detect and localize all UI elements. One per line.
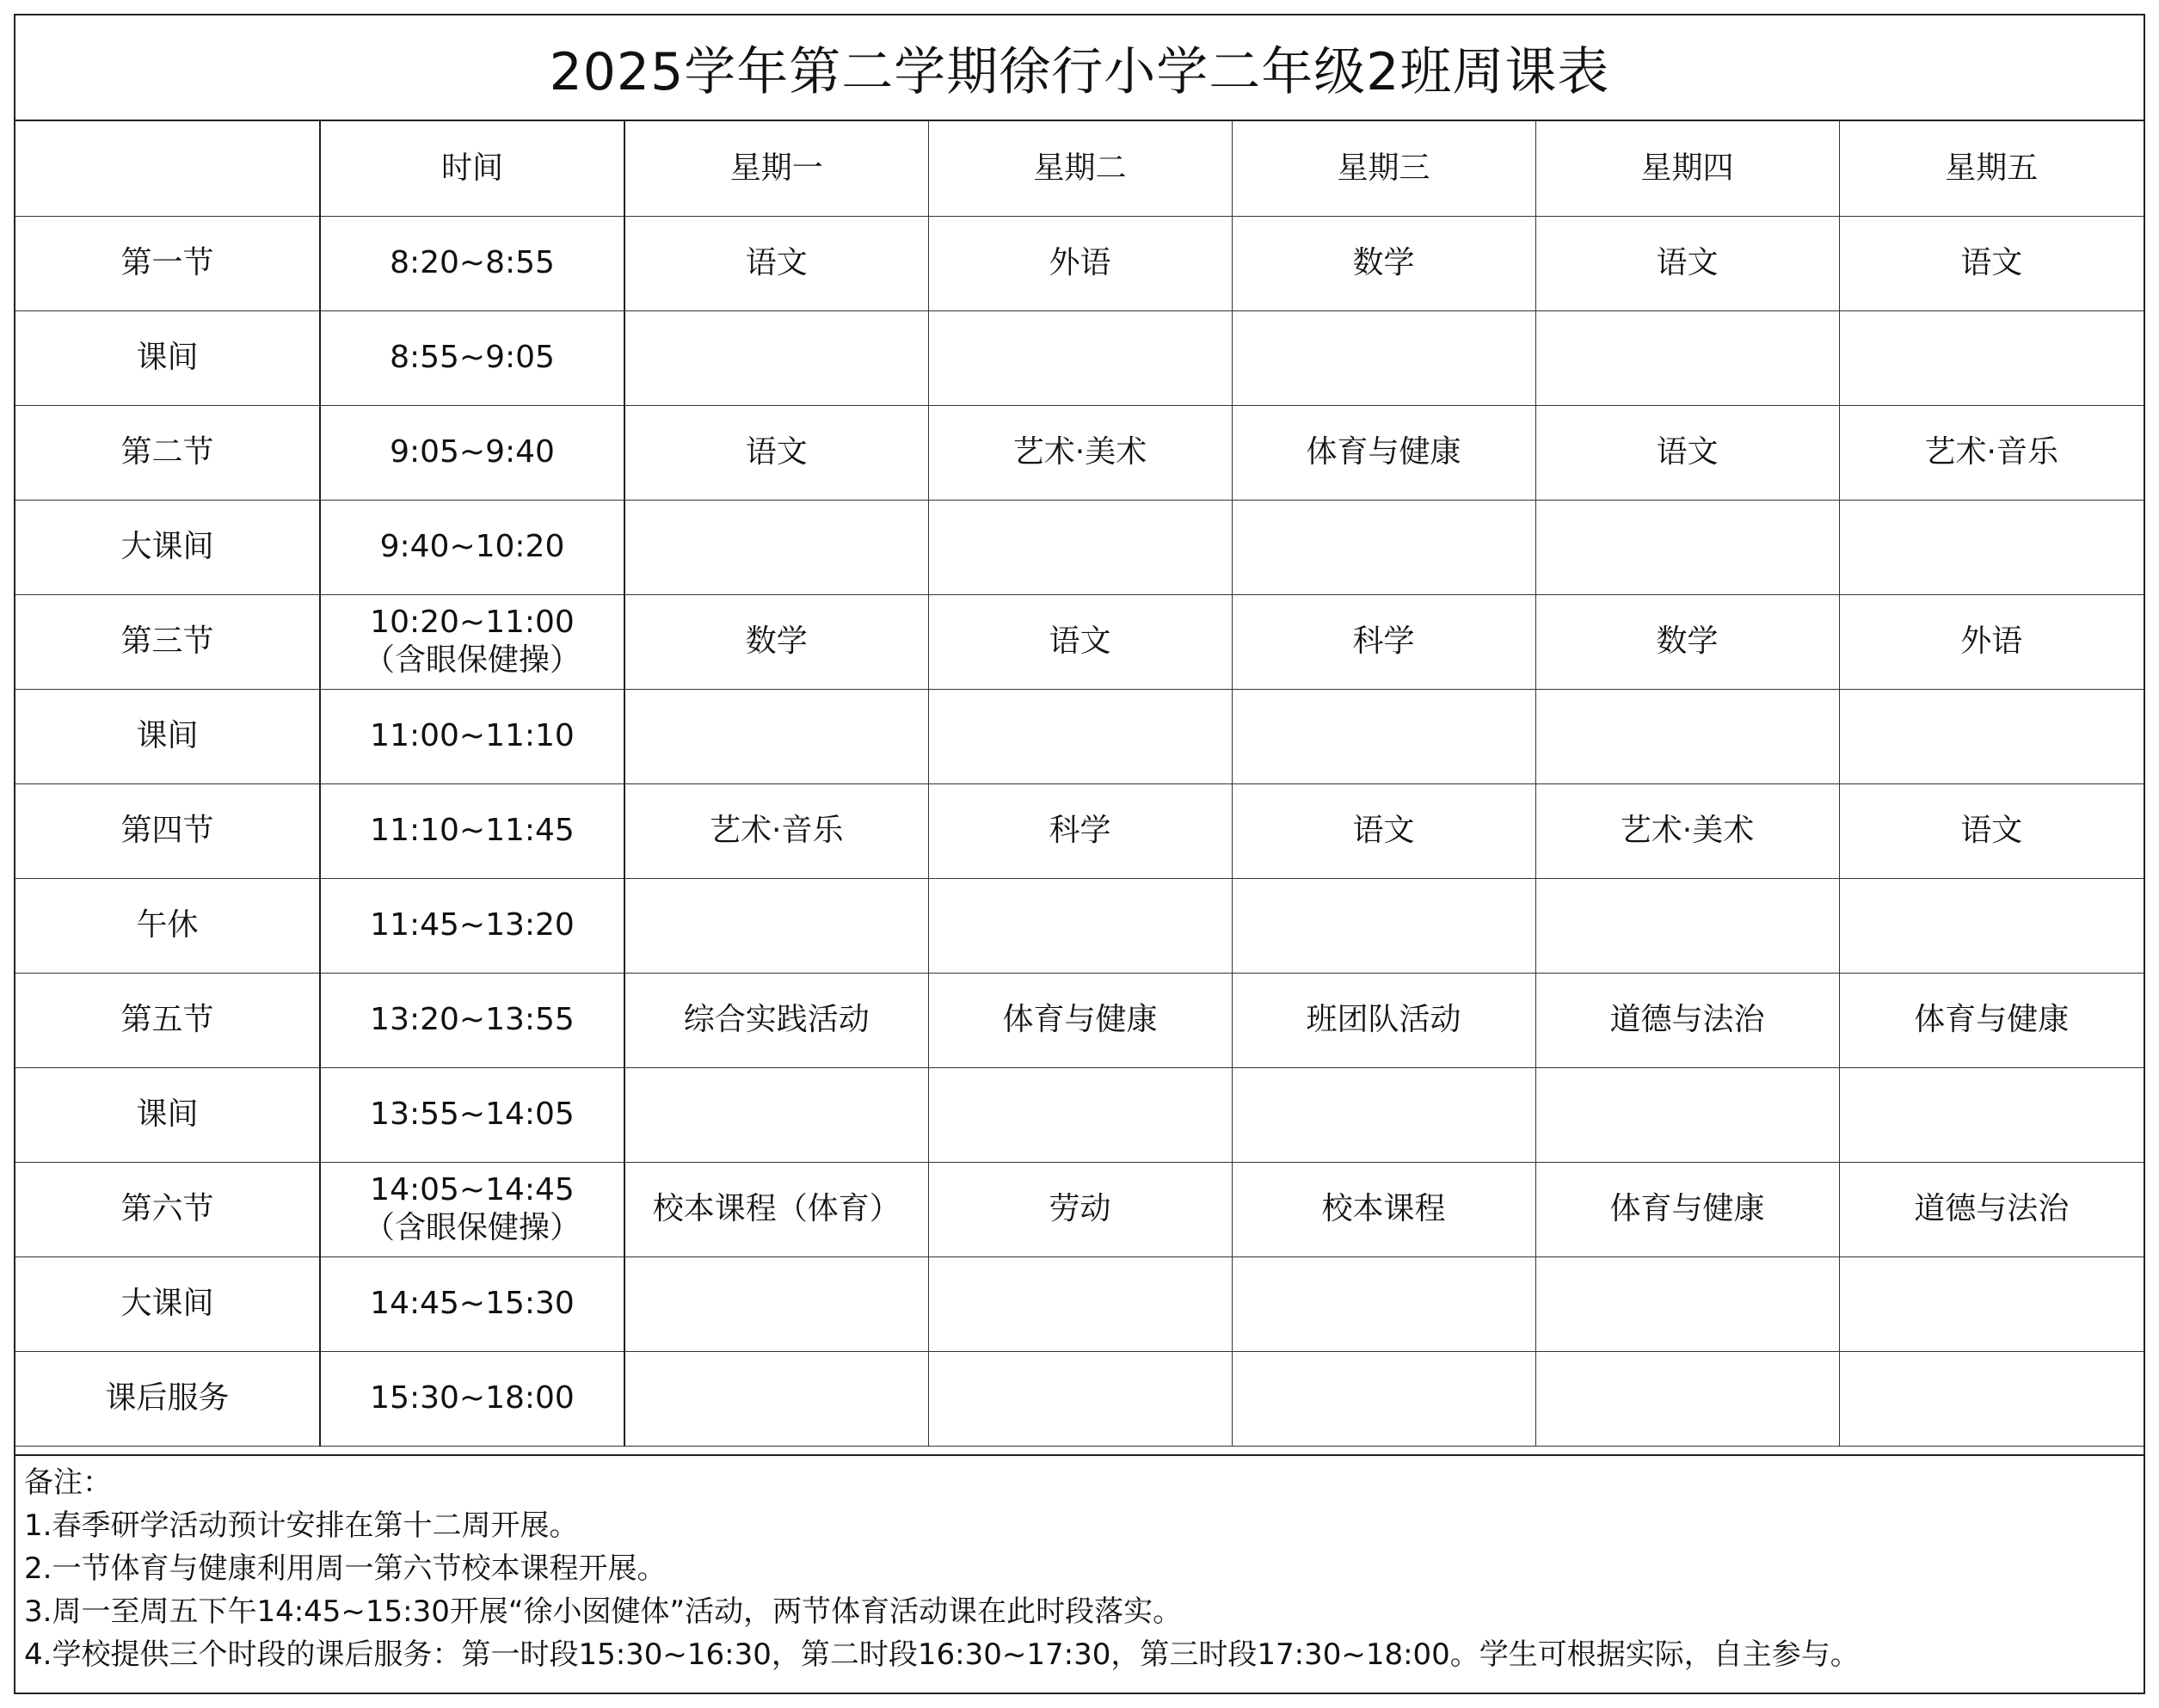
period-label-cell: 第六节 — [15, 1162, 320, 1256]
period-label-cell: 大课间 — [15, 1256, 320, 1351]
subject-cell-wednesday: 体育与健康 — [1232, 405, 1535, 500]
schedule-row — [15, 216, 2144, 310]
header-day-wednesday: 星期三 — [1232, 121, 1535, 216]
period-label-cell: 第二节 — [15, 405, 320, 500]
schedule-row — [15, 878, 2144, 973]
timetable-sheet — [14, 14, 2145, 1694]
subject-cell-wednesday: 科学 — [1232, 594, 1535, 689]
period-time-cell — [320, 1067, 624, 1162]
subject-cell-friday — [1839, 1256, 2144, 1351]
subject-cell-tuesday: 体育与健康 — [928, 973, 1232, 1067]
note-item: 2.一节体育与健康利用周一第六节校本课程开展。 — [24, 1551, 667, 1586]
subject-cell-thursday — [1535, 500, 1839, 594]
subject-cell-tuesday — [928, 310, 1232, 405]
subject-cell-monday — [624, 310, 928, 405]
period-label-cell: 大课间 — [15, 500, 320, 594]
period-label-cell: 第一节 — [15, 216, 320, 310]
timetable-grid — [15, 121, 2144, 1447]
subject-cell-wednesday — [1232, 689, 1535, 783]
schedule-row — [15, 500, 2144, 594]
schedule-row — [15, 310, 2144, 405]
subject-cell-monday: 数学 — [624, 594, 928, 689]
period-time-note: （含眼保健操） — [363, 1210, 581, 1245]
subject-cell-friday: 外语 — [1839, 594, 2144, 689]
subject-cell-thursday: 语文 — [1535, 216, 1839, 310]
subject-cell-wednesday — [1232, 1351, 1535, 1446]
subject-cell-wednesday — [1232, 1067, 1535, 1162]
period-time-text: 11:45~13:20 — [370, 907, 575, 943]
subject-cell-friday: 道德与法治 — [1839, 1162, 2144, 1256]
subject-cell-tuesday: 语文 — [928, 594, 1232, 689]
subject-cell-tuesday: 外语 — [928, 216, 1232, 310]
subject-cell-monday: 校本课程（体育） — [624, 1162, 928, 1256]
note-item: 3.周一至周五下午14:45~15:30开展“徐小囡健体”活动，两节体育活动课在此时段落实。 — [24, 1594, 1183, 1629]
subject-cell-monday — [624, 878, 928, 973]
schedule-row — [15, 783, 2144, 878]
header-corner-cell — [15, 121, 320, 216]
header-row — [15, 121, 2144, 216]
period-time-cell — [320, 500, 624, 594]
schedule-row — [15, 1256, 2144, 1351]
subject-cell-tuesday — [928, 1351, 1232, 1446]
header-day-thursday: 星期四 — [1535, 121, 1839, 216]
subject-cell-tuesday — [928, 878, 1232, 973]
period-time-text: 8:20~8:55 — [390, 245, 555, 280]
period-label-cell: 课间 — [15, 310, 320, 405]
period-label-cell: 课间 — [15, 689, 320, 783]
subject-cell-tuesday — [928, 500, 1232, 594]
schedule-row — [15, 594, 2144, 689]
subject-cell-friday — [1839, 1351, 2144, 1446]
subject-cell-monday: 语文 — [624, 216, 928, 310]
header-day-tuesday: 星期二 — [928, 121, 1232, 216]
subject-cell-thursday: 艺术·美术 — [1535, 783, 1839, 878]
subject-cell-tuesday — [928, 1256, 1232, 1351]
subject-cell-wednesday — [1232, 878, 1535, 973]
period-time-text: 13:20~13:55 — [370, 1002, 575, 1037]
period-time-text: 10:20~11:00 — [370, 605, 575, 640]
subject-cell-wednesday — [1232, 1256, 1535, 1351]
note-item: 4.学校提供三个时段的课后服务：第一时段15:30~16:30，第二时段16:30~17:30，第三时段17:30~18:00。学生可根据实际，自主参与。 — [24, 1637, 1860, 1672]
subject-cell-friday — [1839, 878, 2144, 973]
timetable-title: 2025学年第二学期徐行小学二年级2班周课表 — [15, 15, 2144, 121]
period-time-cell — [320, 783, 624, 878]
subject-cell-tuesday — [928, 689, 1232, 783]
schedule-row — [15, 1351, 2144, 1446]
subject-cell-friday — [1839, 1067, 2144, 1162]
period-time-cell — [320, 405, 624, 500]
period-label-cell: 第五节 — [15, 973, 320, 1067]
header-time-cell: 时间 — [320, 121, 624, 216]
subject-cell-tuesday: 艺术·美术 — [928, 405, 1232, 500]
schedule-row — [15, 689, 2144, 783]
subject-cell-monday — [624, 1067, 928, 1162]
subject-cell-monday: 语文 — [624, 405, 928, 500]
subject-cell-monday: 艺术·音乐 — [624, 783, 928, 878]
subject-cell-thursday — [1535, 1351, 1839, 1446]
period-time-cell — [320, 973, 624, 1067]
period-time-cell — [320, 310, 624, 405]
subject-cell-thursday: 体育与健康 — [1535, 1162, 1839, 1256]
period-time-text: 15:30~18:00 — [370, 1380, 575, 1416]
subject-cell-thursday: 数学 — [1535, 594, 1839, 689]
period-time-text: 8:55~9:05 — [390, 340, 555, 375]
period-time-text: 14:45~15:30 — [370, 1286, 575, 1321]
subject-cell-monday — [624, 689, 928, 783]
subject-cell-thursday — [1535, 310, 1839, 405]
note-item: 1.春季研学活动预计安排在第十二周开展。 — [24, 1508, 579, 1543]
period-time-cell — [320, 1162, 624, 1256]
subject-cell-thursday: 语文 — [1535, 405, 1839, 500]
header-day-friday: 星期五 — [1839, 121, 2144, 216]
period-label-cell: 课后服务 — [15, 1351, 320, 1446]
subject-cell-monday — [624, 1256, 928, 1351]
subject-cell-friday: 语文 — [1839, 783, 2144, 878]
subject-cell-friday — [1839, 500, 2144, 594]
subject-cell-wednesday: 数学 — [1232, 216, 1535, 310]
subject-cell-friday — [1839, 689, 2144, 783]
subject-cell-tuesday — [928, 1067, 1232, 1162]
period-time-cell — [320, 594, 624, 689]
subject-cell-monday — [624, 1351, 928, 1446]
period-time-cell — [320, 878, 624, 973]
notes-section — [15, 1454, 2144, 1676]
period-time-cell — [320, 1351, 624, 1446]
subject-cell-monday — [624, 500, 928, 594]
subject-cell-wednesday — [1232, 500, 1535, 594]
period-time-text: 9:40~10:20 — [379, 529, 565, 564]
subject-cell-thursday — [1535, 1256, 1839, 1351]
subject-cell-thursday — [1535, 1067, 1839, 1162]
subject-cell-wednesday: 语文 — [1232, 783, 1535, 878]
period-label-cell: 课间 — [15, 1067, 320, 1162]
subject-cell-wednesday — [1232, 310, 1535, 405]
header-day-monday: 星期一 — [624, 121, 928, 216]
period-time-cell — [320, 689, 624, 783]
period-label-cell: 午休 — [15, 878, 320, 973]
notes-heading: 备注： — [24, 1465, 112, 1500]
subject-cell-tuesday: 科学 — [928, 783, 1232, 878]
subject-cell-friday: 体育与健康 — [1839, 973, 2144, 1067]
period-time-cell — [320, 1256, 624, 1351]
period-time-cell — [320, 216, 624, 310]
period-label-cell: 第四节 — [15, 783, 320, 878]
schedule-row — [15, 973, 2144, 1067]
period-time-text: 11:10~11:45 — [370, 813, 575, 848]
subject-cell-wednesday: 班团队活动 — [1232, 973, 1535, 1067]
period-time-note: （含眼保健操） — [363, 642, 581, 678]
subject-cell-friday: 艺术·音乐 — [1839, 405, 2144, 500]
subject-cell-monday: 综合实践活动 — [624, 973, 928, 1067]
period-time-text: 13:55~14:05 — [370, 1097, 575, 1132]
period-time-text: 14:05~14:45 — [370, 1172, 575, 1207]
period-label-cell: 第三节 — [15, 594, 320, 689]
subject-cell-thursday: 道德与法治 — [1535, 973, 1839, 1067]
subject-cell-thursday — [1535, 878, 1839, 973]
schedule-row — [15, 1162, 2144, 1256]
subject-cell-tuesday: 劳动 — [928, 1162, 1232, 1256]
subject-cell-friday: 语文 — [1839, 216, 2144, 310]
subject-cell-wednesday: 校本课程 — [1232, 1162, 1535, 1256]
schedule-row — [15, 405, 2144, 500]
subject-cell-thursday — [1535, 689, 1839, 783]
period-time-text: 11:00~11:10 — [370, 718, 575, 753]
period-time-text: 9:05~9:40 — [390, 434, 555, 470]
schedule-row — [15, 1067, 2144, 1162]
subject-cell-friday — [1839, 310, 2144, 405]
